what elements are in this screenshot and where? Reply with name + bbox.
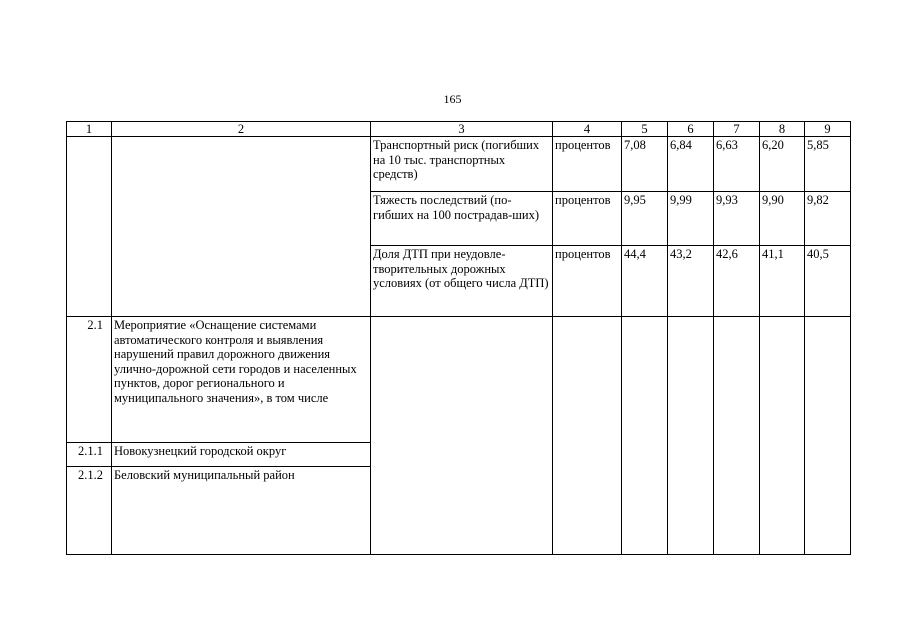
indicator-value: 41,1 bbox=[760, 246, 805, 317]
column-header: 8 bbox=[760, 122, 805, 137]
column-header: 6 bbox=[668, 122, 714, 137]
empty-unit-cell bbox=[553, 317, 622, 555]
indicator-value: 43,2 bbox=[668, 246, 714, 317]
empty-indicator-cell bbox=[371, 317, 553, 555]
column-header: 7 bbox=[714, 122, 760, 137]
measure-number: 2.1.1 bbox=[67, 443, 112, 467]
indicator-value: 7,08 bbox=[622, 137, 668, 192]
measure-name: Беловский муниципальный район bbox=[112, 467, 371, 555]
table-row bbox=[67, 137, 851, 192]
indicator-value: 6,63 bbox=[714, 137, 760, 192]
program-indicators-table bbox=[66, 121, 851, 555]
indicator-value: 5,85 bbox=[805, 137, 851, 192]
indicator-value: 9,82 bbox=[805, 192, 851, 246]
indicator-value: 6,20 bbox=[760, 137, 805, 192]
empty-value-cell bbox=[622, 317, 668, 555]
column-header: 4 bbox=[553, 122, 622, 137]
measure-number: 2.1.2 bbox=[67, 467, 112, 555]
column-header: 9 bbox=[805, 122, 851, 137]
indicator-name: Тяжесть последствий (по-гибших на 100 пострадав-ших) bbox=[371, 192, 553, 246]
table-header-row bbox=[67, 122, 851, 137]
empty-value-cell bbox=[668, 317, 714, 555]
column-header: 5 bbox=[622, 122, 668, 137]
indicator-value: 9,99 bbox=[668, 192, 714, 246]
indicator-name: Транспортный риск (погибших на 10 тыс. транспортных средств) bbox=[371, 137, 553, 192]
empty-number-cell bbox=[67, 137, 112, 317]
indicator-value: 9,93 bbox=[714, 192, 760, 246]
empty-name-cell bbox=[112, 137, 371, 317]
indicator-unit: процентов bbox=[553, 192, 622, 246]
indicator-value: 42,6 bbox=[714, 246, 760, 317]
column-header: 3 bbox=[371, 122, 553, 137]
empty-value-cell bbox=[714, 317, 760, 555]
column-header: 1 bbox=[67, 122, 112, 137]
indicator-value: 44,4 bbox=[622, 246, 668, 317]
empty-value-cell bbox=[760, 317, 805, 555]
indicator-unit: процентов bbox=[553, 137, 622, 192]
measure-name: Новокузнецкий городской округ bbox=[112, 443, 371, 467]
indicator-value: 6,84 bbox=[668, 137, 714, 192]
indicator-value: 9,90 bbox=[760, 192, 805, 246]
measure-name: Мероприятие «Оснащение системами автоматического контроля и выявления нарушений правил дорожного движения улично-дорожной сети городов и населенных пунктов, дорог регионального и муниципального значения», в том числе bbox=[112, 317, 371, 443]
indicator-value: 9,95 bbox=[622, 192, 668, 246]
empty-value-cell bbox=[805, 317, 851, 555]
column-header: 2 bbox=[112, 122, 371, 137]
indicator-unit: процентов bbox=[553, 246, 622, 317]
table-row bbox=[67, 317, 851, 443]
indicator-value: 40,5 bbox=[805, 246, 851, 317]
indicator-name: Доля ДТП при неудовле-творительных дорожных условиях (от общего числа ДТП) bbox=[371, 246, 553, 317]
page-number: 165 bbox=[443, 92, 462, 106]
measure-number: 2.1 bbox=[67, 317, 112, 443]
